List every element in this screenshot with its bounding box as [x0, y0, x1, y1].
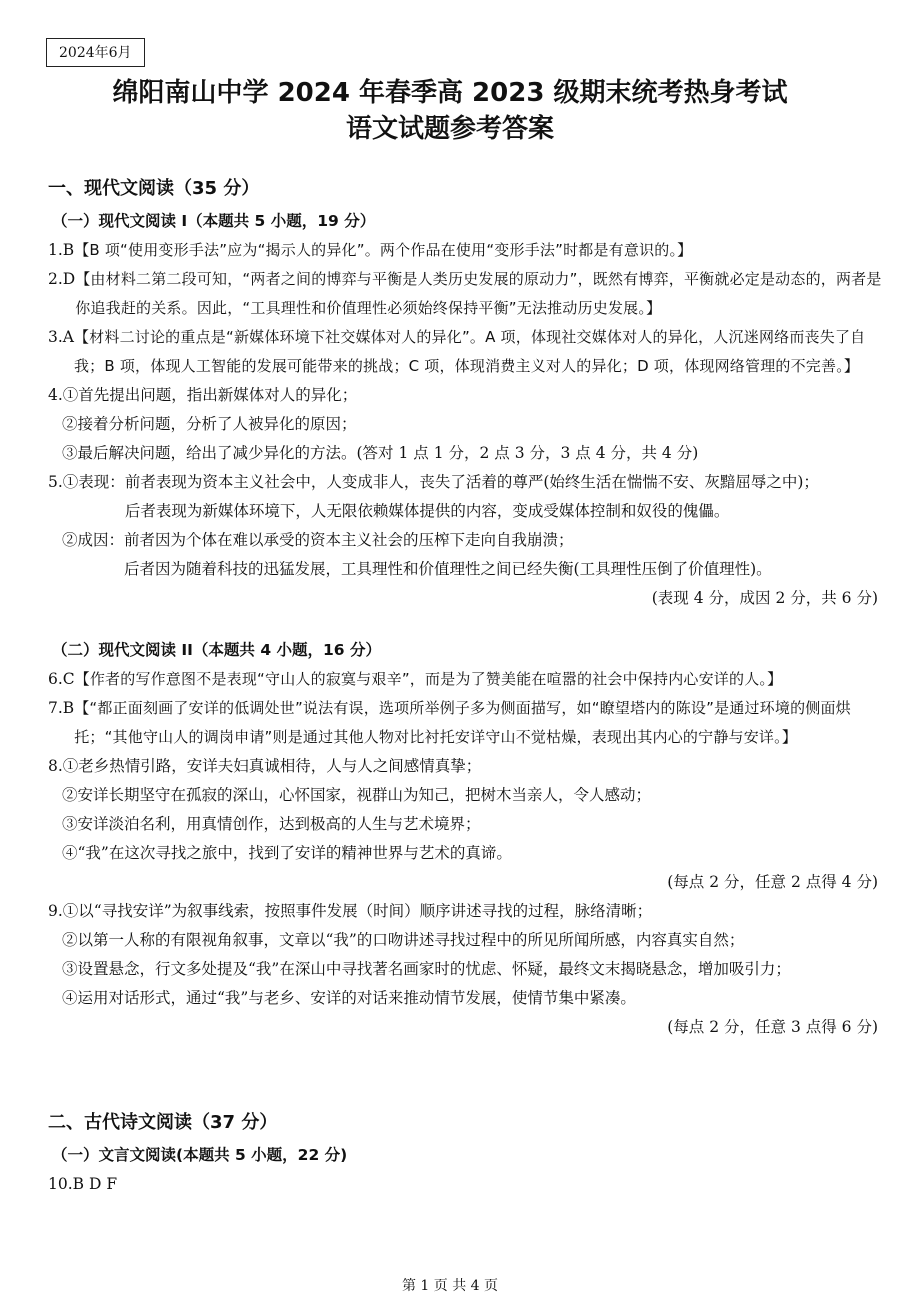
answer-point: 后者因为随着科技的迅猛发展，工具理性和价值理性之间已经失衡(工具理性压倒了价值理性)。 — [124, 560, 772, 578]
question-number: 6.C — [48, 670, 75, 688]
answer-point: ②以第一人称的有限视角叙事，文章以“我”的口吻讲述寻找过程中的所见所闻所感，内容真实自然； — [62, 931, 745, 949]
answer-point: 前者表现为资本主义社会中，人变成非人，丧失了活着的尊严(始终生活在惴惴不安、灰黯屈辱之中)； — [124, 473, 819, 491]
answer-point: ②接着分析问题，分析了人被异化的原因； — [62, 415, 357, 433]
answer-5-cause — [62, 526, 882, 584]
answer-explanation: 【B 项“使用变形手法”应为“揭示人的异化”。两个作品在使用“变形手法”时都是有意识的。】 — [74, 241, 693, 259]
answer-point: ①老乡热情引路，安详夫妇真诚相待，人与人之间感情真挚； — [62, 757, 482, 775]
answer-point: 后者表现为新媒体环境下，人无限依赖媒体提供的内容，变成受媒体控制和奴役的傀儡。 — [124, 502, 730, 520]
question-number: 7.B — [48, 699, 75, 717]
page-number: 第 1 页 共 4 页 — [401, 1278, 499, 1294]
answer-3 — [48, 323, 882, 381]
answer-explanation: 【“都正面刻画了安详的低调处世”说法有误，选项所举例子多为侧面描写，如“瞭望塔内的陈设”是通过环境的侧面烘托；“其他守山人的调岗申请”则是通过其他人物对比衬托安详守山不觉枯燥，表现出其内心的宁静与安详。】 — [74, 699, 851, 746]
answer-point: ①以“寻找安详”为叙事线索，按照事件发展（时间）顺序讲述寻找的过程，脉络清晰； — [62, 902, 653, 920]
answer-8 — [48, 752, 882, 781]
answer-point: ③最后解决问题，给出了减少异化的方法。(答对 1 点 1 分，2 点 3 分，3 点 4 分，共 4 分) — [62, 444, 699, 462]
answer-4 — [48, 381, 882, 410]
score-note: (每点 2 分，任意 3 点得 6 分) — [667, 1018, 878, 1036]
section-1-heading: 一、现代文阅读（35 分） — [48, 178, 260, 199]
score-note: (表现 4 分，成因 2 分，共 6 分) — [651, 589, 878, 607]
date-box: 2024年6月 — [46, 38, 145, 67]
section-1-part-1-heading: （一）现代文阅读 I（本题共 5 小题，19 分） — [52, 212, 376, 230]
answer-point: ②安详长期坚守在孤寂的深山，心怀国家，视群山为知己，把树木当亲人，令人感动； — [62, 786, 652, 804]
answer-explanation: 【作者的写作意图不是表现“守山人的寂寞与艰辛”，而是为了赞美能在喧嚣的社会中保持内心安详的人。】 — [74, 670, 783, 688]
exam-subtitle: 语文试题参考答案 — [345, 114, 554, 144]
answer-2 — [48, 265, 882, 323]
answer-6 — [48, 665, 882, 694]
answer-point: ③设置悬念，行文多处提及“我”在深山中寻找著名画家时的忧虑、怀疑，最终文末揭晓悬念，增加吸引力； — [62, 960, 791, 978]
section-2-heading: 二、古代诗文阅读（37 分） — [48, 1112, 278, 1133]
section-2-part-1-heading: （一）文言文阅读(本题共 5 小题，22 分) — [52, 1146, 348, 1164]
question-number: 9. — [48, 902, 63, 920]
answer-point: ④运用对话形式，通过“我”与老乡、安详的对话来推动情节发展，使情节集中紧凑。 — [62, 989, 636, 1007]
answer-explanation: 【材料二讨论的重点是“新媒体环境下社交媒体对人的异化”。A 项，体现社交媒体对人的异化，人沉迷网络而丧失了自我；B 项，体现人工智能的发展可能带来的挑战；C 项，体现消费主义对人的异化；D 项，体现网络管理的不完善。】 — [73, 328, 866, 375]
question-number: 8. — [48, 757, 63, 775]
point-label: ②成因： — [62, 531, 125, 549]
answer-explanation: 【由材料二第二段可知，“两者之间的博弈与平衡是人类历史发展的原动力”，既然有博弈，平衡就必定是动态的，两者是你追我赶的关系。因此，“工具理性和价值理性必须始终保持平衡”无法推动历史发展。】 — [75, 270, 882, 317]
question-number: 4. — [48, 386, 63, 404]
question-number: 2.D — [48, 270, 76, 288]
point-label: ①表现： — [62, 473, 125, 491]
answer-10 — [48, 1170, 882, 1199]
answer-point: ①首先提出问题，指出新媒体对人的异化； — [62, 386, 358, 404]
exam-title: 绵阳南山中学 2024 年春季高 2023 级期末统考热身考试 — [112, 78, 788, 108]
question-number: 1.B — [48, 241, 75, 259]
section-1-part-2-heading: （二）现代文阅读 II（本题共 4 小题，16 分） — [52, 641, 381, 659]
question-number: 5. — [48, 473, 63, 491]
answer-content — [48, 172, 882, 1199]
question-number: 3.A — [48, 328, 74, 346]
answer-7 — [48, 694, 882, 752]
answer-choices: B D F — [72, 1175, 118, 1193]
question-number: 10. — [48, 1175, 73, 1193]
answer-9 — [48, 897, 882, 926]
score-note: (每点 2 分，任意 2 点得 4 分) — [667, 873, 878, 891]
answer-point: ④“我”在这次寻找之旅中，找到了安详的精神世界与艺术的真谛。 — [62, 844, 512, 862]
answer-point: 前者因为个体在难以承受的资本主义社会的压榨下走向自我崩溃； — [124, 531, 574, 549]
answer-1 — [48, 236, 882, 265]
answer-5 — [48, 468, 882, 526]
answer-point: ③安详淡泊名利，用真情创作，达到极高的人生与艺术境界； — [62, 815, 481, 833]
